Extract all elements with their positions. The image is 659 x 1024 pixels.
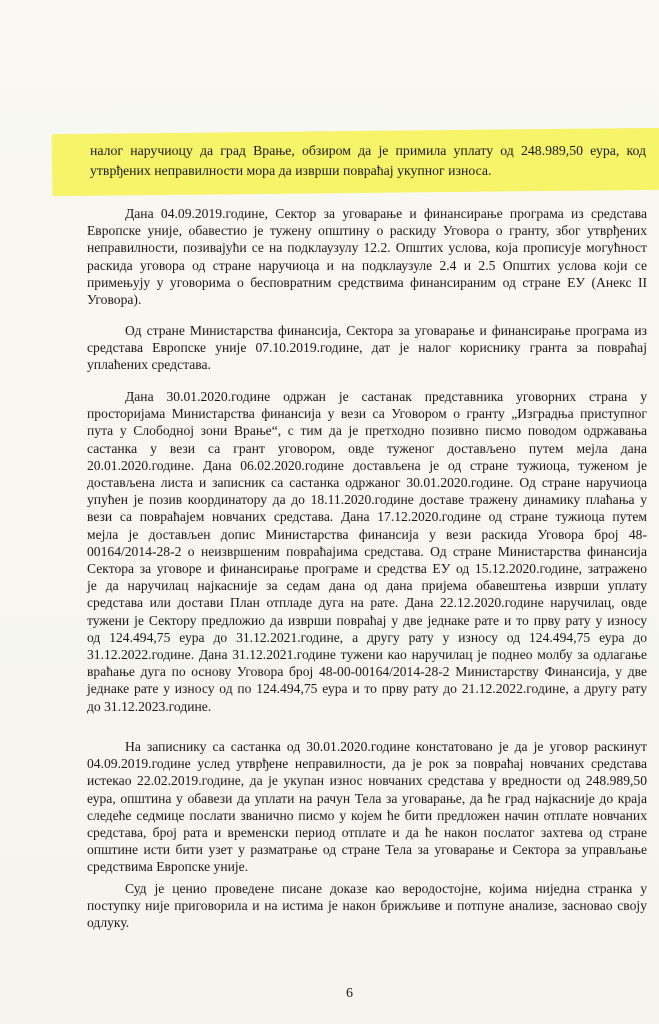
text-line: 20.01.2020.године. Дана 06.02.2020.године достављена је од стране тужиоца, туженом је [87, 457, 647, 473]
text-line: упућен је позив координатору да до 18.11.2020.године доставе тражену динамику плаћања у [87, 492, 647, 508]
text-line: пута у Слободној зони Врање“, с тим да је претходно позивно писмо поводом одржавања [87, 423, 647, 439]
text-line: тужени је Сектору предложио да изврши повраћај у две једнаке рате и то прву рату у износу [87, 612, 647, 628]
text-line: 04.09.2019.године услед утврђене неправилности, да је рок за повраћај новчаних средстава [87, 756, 647, 772]
text-line: једнаке рате у износу од по 124.494,75 еура и то прву рату до 21.12.2022.године, а другу рату [87, 681, 647, 697]
text-line: истекао 22.02.2019.године, да је укупан износ новчаних средстава у вредности од 248.989,50 [87, 773, 647, 789]
text-line: Од стране Министарства финансија, Сектора за уговарање и финансирање програма из [125, 323, 647, 338]
text-line: Дана 04.09.2019.године, Сектор за уговарање и финансирање програма из средстава [125, 206, 647, 221]
text-line: је да наручилац најкасније за седам дана од дана пријема обавештења изврши уплату [87, 578, 647, 594]
text-line: еура, општина у обавези да уплати на рачун Тела за уговарање, да ће град најкасније до краја [87, 790, 647, 806]
text-line: средстава или достави План отпладе дуга на рате. Дана 22.12.2020.године наручилац, овде [87, 595, 647, 611]
text-line: 00164/2014-28-2 о неизвршеним повраћајима средстава. Од стране Министарства финансија [87, 543, 647, 559]
text-line: раскида уговора од стране наручиоца и на подклаузуле 2.4 и 2.5 Општих услова који се [87, 257, 647, 273]
text-line: налог наручиоцу да град Врање, обзиром да је примила уплату од 248.989,50 еура, код [90, 143, 646, 158]
text-line: средстава Европске уније 07.10.2019.године, дат је налог кориснику гранта за повраћај [87, 340, 647, 356]
text-line: На записнику са састанка од 30.01.2020.године констатовано је да је уговор раскинут [125, 739, 647, 754]
paragraph-court-evaluation [87, 880, 647, 932]
text-line: примењују у уговорима о бесповратним средствима финансираним од стране ЕУ (Анекс II [87, 274, 647, 290]
text-line: 31.12.2022.године. Дана 31.12.2021.године тужени као наручилац је поднео молбу за одлагање [87, 647, 647, 663]
text-line: Сектора за уговоре и финансирање програме и средства ЕУ од 15.12.2020.године, затражено [87, 561, 647, 577]
text-line: општине исти бити узет у разматрање од стране Тела за уговарање и Сектора за управљање [87, 842, 647, 858]
text-line: средствима Европске уније. [87, 859, 249, 875]
text-line: мејла је достављен допис Министарства финансија у вези раскида Уговора број 48- [87, 526, 647, 542]
paragraph-meeting-minutes [87, 738, 647, 876]
text-line: Уговора). [87, 292, 142, 308]
text-line: просторијама Министарства финансија у вези са Уговором о гранту „Изградња приступног [87, 406, 647, 422]
paragraph-contract-termination [87, 205, 647, 308]
text-line: Суд је ценио проведене писане доказе као веродостојне, којима ниједна странка у [125, 881, 647, 896]
paragraph-meeting-history [87, 388, 647, 715]
text-line: следеће седмице послати званично писмо у којем ће бити предложен начин отплате новчаних [87, 807, 647, 823]
page-number: 6 [346, 986, 353, 1001]
text-line: од 124.494,75 еура до 31.12.2021.године, а другу рату у износу од 124.494,75 еура до [87, 629, 647, 645]
text-line: до 31.12.2023.године. [87, 698, 212, 714]
paragraph-ministry-order [87, 322, 647, 374]
text-line: Дана 30.01.2020.године одржан је састанак представника уговорних страна у [125, 389, 647, 404]
paragraph-refund-order [90, 141, 646, 181]
text-line: уплаћених средстава. [87, 357, 211, 373]
text-line: враћање дуга по основу Уговора број 48-00-00164/2014-28-2 Министарству Финансија, у две [87, 664, 647, 680]
text-line: одлуку. [87, 915, 130, 931]
text-line: неправилности, позивајући се на подклаузулу 12.2. Општих услова, која прописује могућност [87, 240, 647, 256]
text-line: поступку није приговорила и на истима је након брижљиве и потпуне анализе, засновао своју [87, 898, 647, 914]
text-line: састанка у вези са грант уговором, овде туженог достављено путем мејла дана [87, 440, 647, 456]
text-line: достављена листа и записник са састанка одржаног 30.01.2020.године. Од стране наручиоца [87, 475, 647, 491]
text-line: утврђених неправилности мора да изврши повраћај укупног износа. [90, 163, 492, 178]
text-line: вези са повраћајем новчаних средстава. Дана 17.12.2020.године од стране тужиоца путем [87, 509, 647, 525]
text-line: Европске уније, обавестио је тужену општину о раскиду Уговора о гранту, због утврђених [87, 223, 647, 239]
text-line: средстава, број рата и временски период отплате и да ће након послатог захтева од стране [87, 825, 647, 841]
